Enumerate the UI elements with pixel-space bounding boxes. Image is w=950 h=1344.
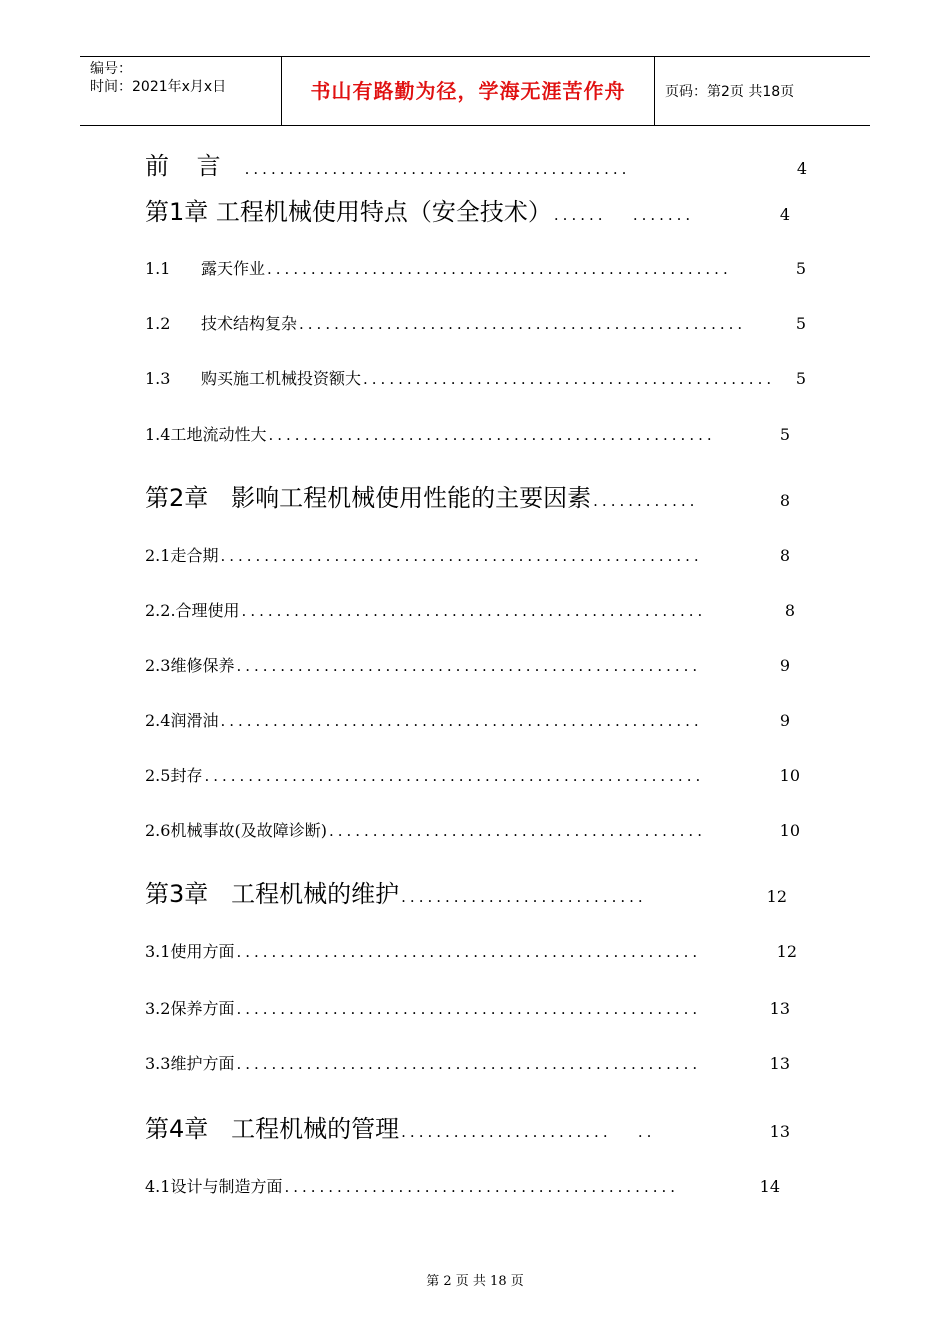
toc-entry-label: 技术结构复杂 xyxy=(201,314,298,333)
toc-leader-dots: ..................................................... xyxy=(236,943,702,961)
toc-entry-label: 3.2保养方面 xyxy=(145,999,235,1018)
toc-entry-label: 2.6机械事故(及故障诊断) xyxy=(145,821,327,840)
toc-leader-dots: ............................................. xyxy=(284,1178,680,1196)
toc-entry-label: 2.3维修保养 xyxy=(145,656,235,675)
toc-entry-section[interactable] xyxy=(145,256,806,279)
toc-page-number: 13 xyxy=(769,999,790,1018)
toc-page-number: 13 xyxy=(769,1122,790,1141)
toc-page-number: 10 xyxy=(779,766,800,785)
toc-entry-section[interactable] xyxy=(145,653,790,676)
toc-entry-label: 前 言 xyxy=(145,152,231,180)
toc-leader-dots: ............................................... xyxy=(363,370,776,388)
toc-section-number: 1.3 xyxy=(145,369,171,388)
toc-page-number: 8 xyxy=(779,546,790,565)
toc-section-number: 1.1 xyxy=(145,259,171,278)
toc-entry-chapter[interactable] xyxy=(145,874,787,909)
toc-entry-preface[interactable] xyxy=(145,146,807,181)
number-label: 编号： xyxy=(90,61,132,77)
toc-leader-dots: ............ xyxy=(593,492,699,510)
toc-page-number: 5 xyxy=(795,314,806,333)
toc-leader-dots: ....................................................... xyxy=(220,547,703,565)
toc-leader-dots: ..................................................... xyxy=(236,657,702,675)
toc-page-number: 8 xyxy=(784,601,795,620)
toc-entry-chapter[interactable] xyxy=(145,478,790,513)
toc-leader-dots: ..................................................... xyxy=(241,602,707,620)
time-label: 时间：2021年x月x日 xyxy=(90,79,227,95)
toc-leader-dots: ................................................... xyxy=(268,426,716,444)
toc-leader-dots: ..................................................... xyxy=(236,1055,702,1073)
toc-entry-label: 3.3维护方面 xyxy=(145,1054,235,1073)
toc-page-number: 5 xyxy=(795,369,806,388)
toc-entry-section[interactable] xyxy=(145,543,790,566)
toc-entry-label: 露天作业 xyxy=(201,259,266,278)
toc-leader-dots: ............................................ xyxy=(244,160,631,178)
toc-page-number: 9 xyxy=(779,656,790,675)
toc-leader-dots: ..................................................... xyxy=(267,260,732,278)
toc-entry-chapter[interactable] xyxy=(145,192,790,227)
page-footer: 第 2 页 共 18 页 xyxy=(426,1274,524,1289)
toc-page-number: 4 xyxy=(779,205,790,224)
toc-entry-label: 4.1设计与制造方面 xyxy=(145,1177,283,1196)
toc-page-number: 5 xyxy=(795,259,806,278)
toc-entry-label: 第3章 工程机械的维护 xyxy=(145,880,400,908)
toc-page-number: 9 xyxy=(779,711,790,730)
toc-entry-section[interactable] xyxy=(145,763,800,786)
toc-page-number: 4 xyxy=(796,159,807,178)
toc-entry-section[interactable] xyxy=(145,366,806,389)
motto: 书山有路勤为径，学海无涯苦作舟 xyxy=(310,79,626,103)
toc-entry-label: 2.1走合期 xyxy=(145,546,219,565)
toc-entry-section[interactable] xyxy=(145,818,800,841)
toc-entry-label: 2.5封存 xyxy=(145,766,203,785)
toc-entry-section[interactable] xyxy=(145,422,790,445)
toc-page-number: 12 xyxy=(766,887,787,906)
toc-entry-section[interactable] xyxy=(145,598,795,621)
toc-page-number: 14 xyxy=(759,1177,780,1196)
toc-leader-dots: ........................................... xyxy=(328,822,706,840)
toc-entry-section[interactable] xyxy=(145,996,790,1019)
toc-entry-label: 购买施工机械投资额大 xyxy=(201,369,362,388)
toc-entry-label: 3.1使用方面 xyxy=(145,942,235,961)
toc-page-number: 12 xyxy=(776,942,797,961)
toc-entry-chapter[interactable] xyxy=(145,1109,790,1144)
toc-entry-label: 1.4工地流动性大 xyxy=(145,425,267,444)
toc-page-number: 10 xyxy=(779,821,800,840)
toc-entry-label: 第2章 影响工程机械使用性能的主要因素 xyxy=(145,484,592,512)
toc-entry-label: 2.2.合理使用 xyxy=(145,601,240,620)
toc-page-number: 8 xyxy=(779,491,790,510)
toc-leader-dots: ........................ .. xyxy=(401,1123,656,1141)
toc-entry-section[interactable] xyxy=(145,708,790,731)
toc-page-number: 5 xyxy=(779,425,790,444)
toc-leader-dots: ..................................................... xyxy=(236,1000,702,1018)
toc-leader-dots: ......................................................... xyxy=(204,767,705,785)
toc-entry-label: 2.4润滑油 xyxy=(145,711,219,730)
toc-entry-section[interactable] xyxy=(145,311,806,334)
toc-entry-section[interactable] xyxy=(145,1051,790,1074)
toc-page-number: 13 xyxy=(769,1054,790,1073)
toc-leader-dots: ............................ xyxy=(401,888,647,906)
toc-leader-dots: ................................................... xyxy=(299,315,747,333)
toc-leader-dots: ....................................................... xyxy=(220,712,703,730)
page-info: 页码：第2页 共18页 xyxy=(665,84,795,100)
toc-entry-label: 第1章 工程机械使用特点（安全技术） xyxy=(145,198,552,226)
toc-entry-section[interactable] xyxy=(145,939,797,962)
toc-entry-label: 第4章 工程机械的管理 xyxy=(145,1115,400,1143)
toc-entry-section[interactable] xyxy=(145,1174,780,1197)
toc-leader-dots: ...... ....... xyxy=(553,206,695,224)
toc-section-number: 1.2 xyxy=(145,314,171,333)
